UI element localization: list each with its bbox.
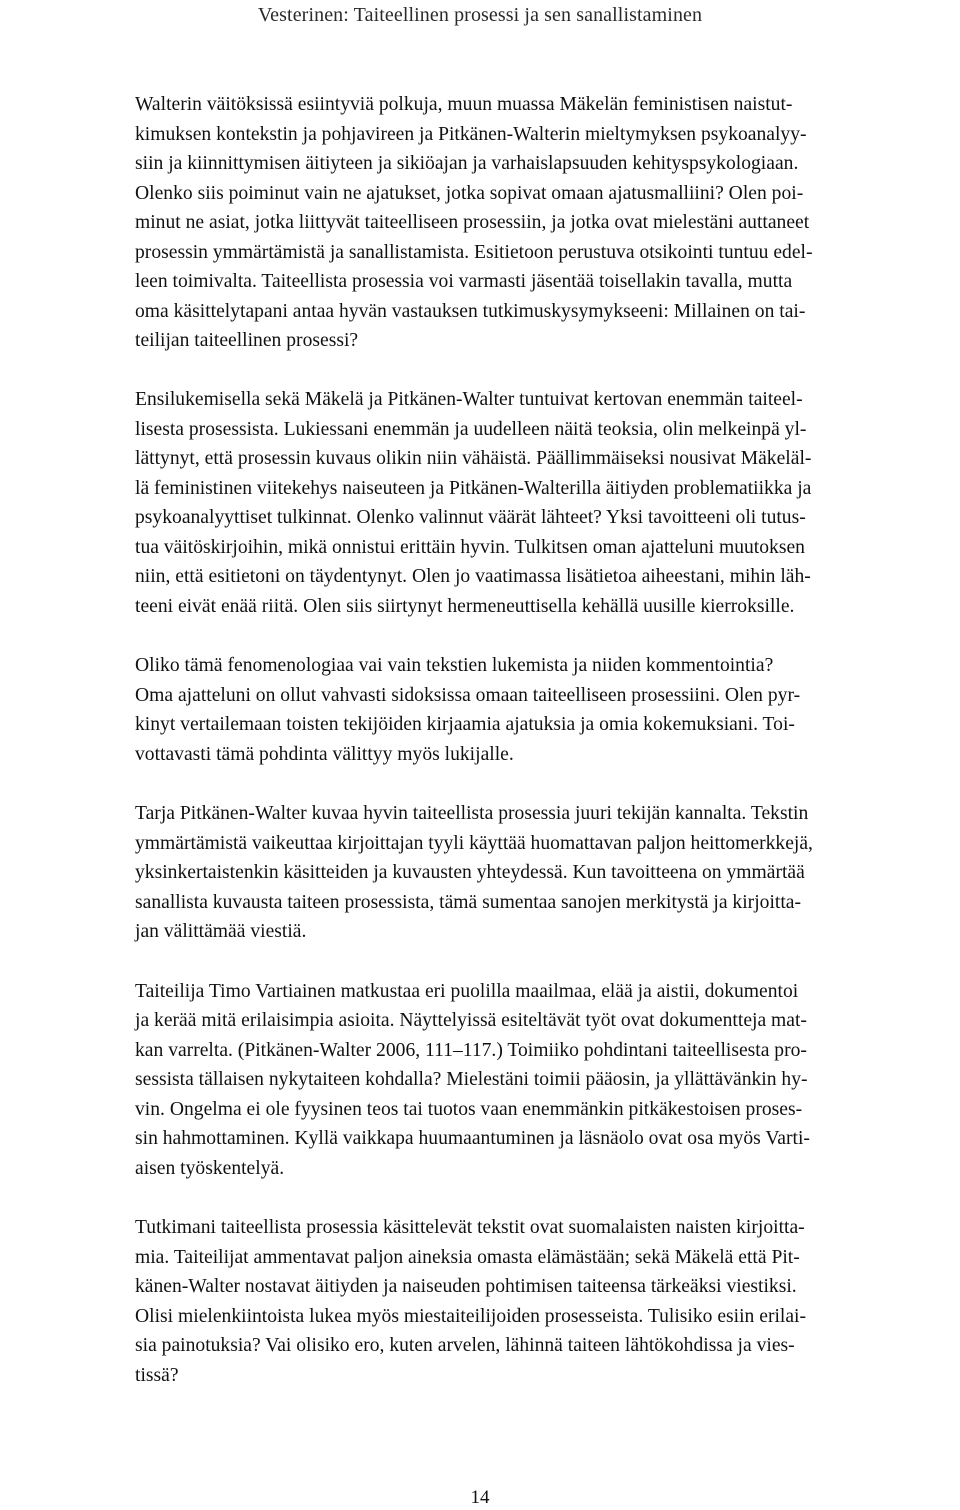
paragraph: Taiteilija Timo Vartiainen matkustaa eri puolilla maailmaa, elää ja aistii, dokumentoi ja kerää mitä erilaisimpia asioita. Näyttelyissä esiteltävät työt ovat dokumentteja mat- kan varrelta. (Pitkänen-Walter 2006, 111–117.) Toimiiko pohdintani taiteellisesta pro- sessista tällaisen nykytaiteen kohdalla? Mielestäni toimii pääosin, ja yllättävänkin hy- vin. Ongelma ei ole fyysinen teos tai tuotos vaan enemmänkin pitkäkestoisen proses- sin hahmottaminen. Kyllä vaikkapa huumaantuminen ja läsnäolo ovat osa myös Varti- aisen työskentelyä. (135, 980, 810, 1179)
paragraph: Oliko tämä fenomenologiaa vai vain tekstien lukemista ja niiden kommentointia? Oma ajatteluni on ollut vahvasti sidoksissa omaan taiteelliseen prosessiini. Olen pyr- kinyt vertailemaan toisten tekijöiden kirjaamia ajatuksia ja omia kokemuksiani. Toi- vottavasti tämä pohdinta välittyy myös lukijalle. (135, 655, 801, 765)
paragraph: Tutkimani taiteellista prosessia käsittelevät tekstit ovat suomalaisten naisten kirjoitta- mia. Taiteilijat ammentavat paljon aineksia omasta elämästään; sekä Mäkelä että Pit- känen-Walter nostavat äitiyden ja naiseuden pohtimisen taiteensa tärkeäksi viestiksi. Olisi mielenkiintoista lukea myös miestaiteilijoiden prosesseista. Tulisiko esiin erilai- sia painotuksia? Vai olisiko ero, kuten arvelen, lähinnä taiteen lähtökohdissa ja vies- tissä? (135, 1217, 807, 1386)
running-header: Vesterinen: Taiteellinen prosessi ja sen sanallistaminen (257, 4, 703, 26)
paragraph: Tarja Pitkänen-Walter kuvaa hyvin taiteellista prosessia juuri tekijän kannalta. Tekstin ymmärtämistä vaikeuttaa kirjoittajan tyyli käyttää huomattavan paljon heittomerkkejä, yksinkertaistenkin käsitteiden ja kuvausten yhteydessä. Kun tavoitteena on ymmärtää sanallista kuvausta taiteen prosessista, tämä sumentaa sanojen merkitystä ja kirjoitta- jan välittämää viestiä. (135, 803, 813, 942)
page-number: 14 (470, 1487, 490, 1508)
paragraph: Ensilukemisella sekä Mäkelä ja Pitkänen-Walter tuntuivat kertovan enemmän taiteel- lisesta prosessista. Lukiessani enemmän ja uudelleen näitä teoksia, olin melkeinpä yl- lättynyt, että prosessin kuvaus olikin niin vähäistä. Päällimmäiseksi nousivat Mäkeläl- lä feministinen viitekehys naiseuteen ja Pitkänen-Walterilla äitiyden problematiikka ja psykoanalyyttiset tulkinnat. Olenko valinnut väärät lähteet? Yksi tavoitteeni oli tutus- tua väitöskirjoihin, mikä onnistui erittäin hyvin. Tulkitsen oman ajatteluni muutoksen niin, että esitietoni on täydentynyt. Olen jo vaatimassa lisätietoa aiheestani, mihin läh- teeni eivät enää riitä. Olen siis siirtynyt hermeneuttisella kehällä uusille kierroksille. (135, 389, 812, 617)
page-body (135, 90, 957, 1390)
paragraph: Walterin väitöksissä esiintyviä polkuja, muun muassa Mäkelän feministisen naistut- kimuksen kontekstin ja pohjavireen ja Pitkänen-Walterin mieltymyksen psykoanalyy- siin ja kiinnittymisen äitiyteen ja sikiöajan ja varhaislapsuuden kehityspsykologiaan. Olenko siis poiminut vain ne ajatukset, jotka sopivat omaan ajatusmalliini? Olen poi- minut ne asiat, jotka liittyvät taiteelliseen prosessiin, ja jotka ovat mielestäni auttaneet prosessin ymmärtämistä ja sanallistamista. Esitietoon perustuva otsikointi tuntuu edel- leen toimivalta. Taiteellista prosessia voi varmasti jäsentää toisellakin tavalla, mutta oma käsittelytapani antaa hyvän vastauksen tutkimuskysymykseeni: Millainen on tai- teilijan taiteellinen prosessi? (135, 94, 813, 351)
